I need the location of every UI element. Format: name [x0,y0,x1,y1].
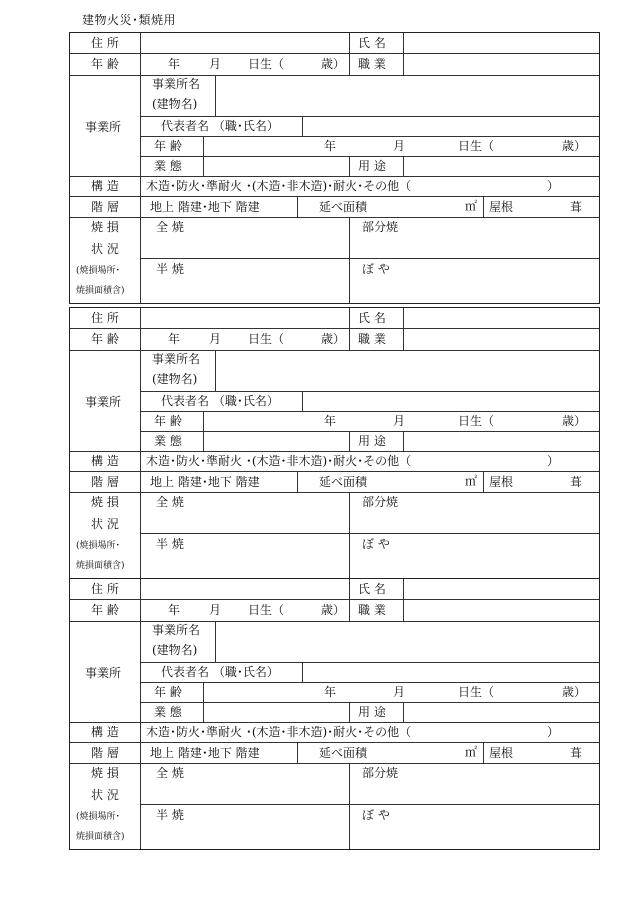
fire-record-form-1 [69,32,600,304]
burn-note-1: (焼損場所･ [76,541,121,551]
roof-label: 屋根 [489,746,514,760]
business-type-label: 業 態 [154,159,182,173]
building-name-label: (建物名) [152,372,198,386]
birth-month-label: 月 [209,603,222,617]
sqm-unit: ㎡ [465,745,478,759]
years-old-label: 歳） [321,332,346,346]
structure-options: 木造･防火･準耐火 ･(木造･非木造)･耐火･その他（ [146,179,412,193]
occupation-label: 職 業 [358,57,386,71]
rep-birth-day-label: 日生（ [458,139,495,153]
small-fire-label: ぼ や [362,262,390,276]
fire-record-form-2 [69,307,600,579]
address-label: 住 所 [91,36,119,50]
burn-label: 焼 損 [91,220,119,234]
roofing-label: 葺 [570,475,583,489]
age-label: 年 齢 [91,332,119,346]
burn-note-2: 焼損面積含) [76,561,125,571]
birth-month-label: 月 [209,332,222,346]
structure-options: 木造･防火･準耐火 ･(木造･非木造)･耐火･その他（ [146,725,412,739]
rep-birth-day-label: 日生（ [458,685,495,699]
partial-burn-label: 部分焼 [362,495,399,509]
status-label: 状 況 [91,788,119,802]
partial-burn-label: 部分焼 [362,220,399,234]
small-fire-label: ぼ や [362,808,390,822]
address-label: 住 所 [91,311,119,325]
building-name-label: (建物名) [152,643,198,657]
floor-area-label: 延べ面積 [319,475,368,489]
status-label: 状 況 [91,242,119,256]
birth-year-label: 年 [168,57,181,71]
business-name-label: 事業所名 [152,352,201,366]
roof-label: 屋根 [489,475,514,489]
rep-birth-year-label: 年 [324,139,337,153]
birth-day-label: 日生（ [248,57,285,71]
rep-years-old-label: 歳） [562,414,587,428]
roof-label: 屋根 [489,200,514,214]
age-label: 年 齢 [91,57,119,71]
rep-age-label: 年 齢 [154,139,182,153]
occupation-label: 職 業 [358,332,386,346]
building-name-label: (建物名) [152,97,198,111]
rep-birth-month-label: 月 [393,414,406,428]
floors-detail: 地上 階建･地下 階建 [150,200,260,214]
birth-day-label: 日生（ [248,603,285,617]
floors-detail: 地上 階建･地下 階建 [150,475,260,489]
burn-label: 焼 損 [91,495,119,509]
business-label: 事業所 [85,120,122,134]
business-name-label: 事業所名 [152,77,201,91]
name-label: 氏 名 [358,582,386,596]
floors-label: 階 層 [91,746,119,760]
representative-label: 代表者名 （職･氏名） [161,394,279,408]
structure-label: 構 造 [91,725,119,739]
years-old-label: 歳） [321,57,346,71]
rep-years-old-label: 歳） [562,685,587,699]
birth-year-label: 年 [168,332,181,346]
usage-label: 用 途 [358,705,386,719]
small-fire-label: ぼ や [362,537,390,551]
rep-birth-day-label: 日生（ [458,414,495,428]
rep-age-label: 年 齢 [154,685,182,699]
birth-month-label: 月 [209,57,222,71]
rep-age-label: 年 齢 [154,414,182,428]
address-label: 住 所 [91,582,119,596]
business-type-label: 業 態 [154,705,182,719]
business-type-label: 業 態 [154,434,182,448]
burn-label: 焼 損 [91,766,119,780]
structure-close: ） [547,454,560,468]
rep-birth-year-label: 年 [324,414,337,428]
roofing-label: 葺 [570,746,583,760]
burn-note-2: 焼損面積含) [76,286,125,296]
partial-burn-label: 部分焼 [362,766,399,780]
rep-birth-year-label: 年 [324,685,337,699]
structure-close: ） [547,725,560,739]
floors-label: 階 層 [91,200,119,214]
occupation-label: 職 業 [358,603,386,617]
half-burn-label: 半 焼 [156,262,184,276]
usage-label: 用 途 [358,434,386,448]
business-label: 事業所 [85,395,122,409]
burn-note-1: (焼損場所･ [76,266,121,276]
floor-area-label: 延べ面積 [319,746,368,760]
structure-label: 構 造 [91,179,119,193]
fire-record-form-3 [69,578,600,850]
page-title: 建物火災･類焼用 [82,13,177,27]
birth-day-label: 日生（ [248,332,285,346]
structure-close: ） [547,179,560,193]
structure-label: 構 造 [91,454,119,468]
business-label: 事業所 [85,666,122,680]
total-burn-label: 全 焼 [156,495,184,509]
roofing-label: 葺 [570,200,583,214]
structure-options: 木造･防火･準耐火 ･(木造･非木造)･耐火･その他（ [146,454,412,468]
half-burn-label: 半 焼 [156,537,184,551]
business-name-label: 事業所名 [152,623,201,637]
name-label: 氏 名 [358,36,386,50]
rep-years-old-label: 歳） [562,139,587,153]
burn-note-2: 焼損面積含) [76,832,125,842]
floor-area-label: 延べ面積 [319,200,368,214]
name-label: 氏 名 [358,311,386,325]
burn-note-1: (焼損場所･ [76,812,121,822]
floors-detail: 地上 階建･地下 階建 [150,746,260,760]
age-label: 年 齢 [91,603,119,617]
usage-label: 用 途 [358,159,386,173]
years-old-label: 歳） [321,603,346,617]
sqm-unit: ㎡ [465,474,478,488]
representative-label: 代表者名 （職･氏名） [161,665,279,679]
total-burn-label: 全 焼 [156,220,184,234]
representative-label: 代表者名 （職･氏名） [161,119,279,133]
floors-label: 階 層 [91,475,119,489]
total-burn-label: 全 焼 [156,766,184,780]
birth-year-label: 年 [168,603,181,617]
half-burn-label: 半 焼 [156,808,184,822]
rep-birth-month-label: 月 [393,685,406,699]
status-label: 状 況 [91,517,119,531]
sqm-unit: ㎡ [465,199,478,213]
rep-birth-month-label: 月 [393,139,406,153]
